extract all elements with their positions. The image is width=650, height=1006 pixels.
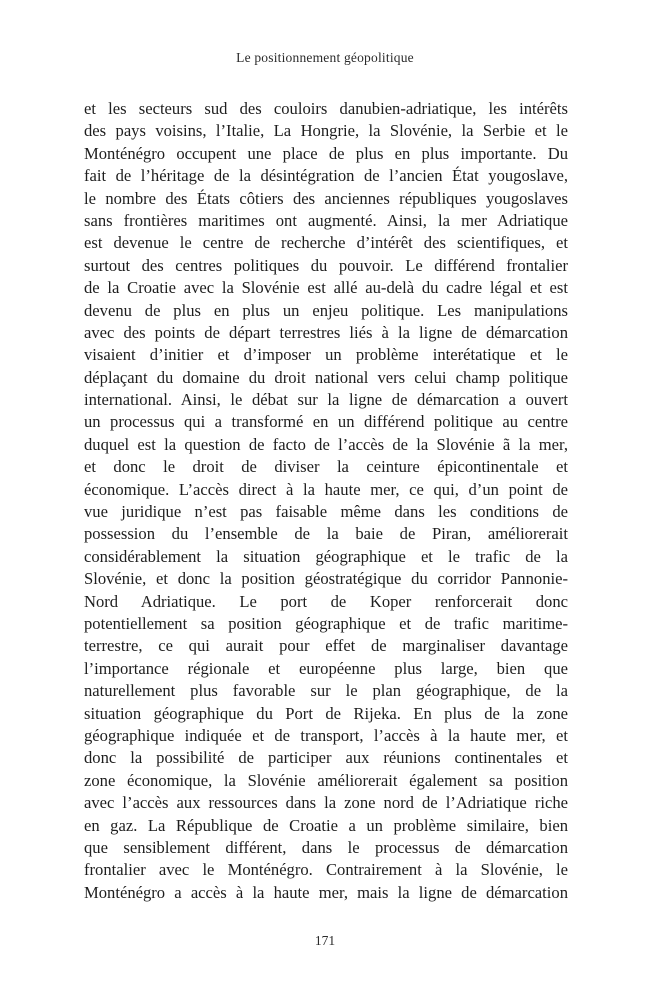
- text-line: Monténégro occupent une place de plus en plus importante. Du: [84, 143, 568, 163]
- text-line: Slovénie, et donc la position géostratégique du corridor Pannonie-: [84, 569, 568, 589]
- text-line: considérablement la situation géographique et le trafic de la: [84, 546, 568, 566]
- text-line: international. Ainsi, le débat sur la ligne de démarcation a ouvert: [84, 390, 568, 410]
- text-line: zone économique, la Slovénie améliorerait également sa position: [84, 770, 568, 790]
- text-line: visaient d’initier et d’imposer un problème interétatique et le: [84, 345, 568, 365]
- text-line: avec l’accès aux ressources dans la zone nord de l’Adriatique riche: [84, 793, 568, 813]
- text-line: duquel est la question de facto de l’accès de la Slovénie ã la mer,: [84, 434, 568, 454]
- text-line: donc la possibilité de participer aux réunions continentales et: [84, 748, 568, 768]
- text-line: de la Croatie avec la Slovénie est allé au-delà du cadre légal et est: [84, 278, 568, 298]
- text-line: terrestre, ce qui aurait pour effet de marginaliser davantage: [84, 636, 568, 656]
- text-line: fait de l’héritage de la désintégration de l’ancien État yougoslave,: [84, 166, 568, 186]
- text-line: le nombre des États côtiers des anciennes républiques yougoslaves: [84, 188, 568, 208]
- text-line: potentiellement sa position géographique et de trafic maritime-: [84, 613, 568, 633]
- text-line: des pays voisins, l’Italie, La Hongrie, la Slovénie, la Serbie et le: [84, 121, 568, 141]
- text-line: l’importance régionale et européenne plus large, bien que: [84, 658, 568, 678]
- text-line: frontalier avec le Monténégro. Contrairement à la Slovénie, le: [84, 860, 568, 880]
- text-line: surtout des centres politiques du pouvoir. Le différend frontalier: [84, 255, 568, 275]
- text-line: un processus qui a transformé en un différend politique au centre: [84, 412, 568, 432]
- running-head: Le positionnement géopolitique: [236, 50, 414, 65]
- text-line: sans frontières maritimes ont augmenté. Ainsi, la mer Adriatique: [84, 210, 568, 230]
- text-line: économique. L’accès direct à la haute mer, ce qui, d’un point de: [84, 479, 568, 499]
- text-line: Nord Adriatique. Le port de Koper renforcerait donc: [84, 591, 568, 611]
- text-line: que sensiblement différent, dans le processus de démarcation: [84, 837, 568, 857]
- page-number: 171: [314, 933, 336, 948]
- body-paragraph: [84, 98, 568, 904]
- text-line: et les secteurs sud des couloirs danubien-adriatique, les intérêts: [84, 99, 568, 118]
- text-line: en gaz. La République de Croatie a un problème similaire, bien: [84, 815, 568, 835]
- text-line: situation géographique du Port de Rijeka. En plus de la zone: [84, 703, 568, 723]
- text-line: déplaçant du domaine du droit national vers celui champ politique: [84, 367, 568, 387]
- text-line: est devenue le centre de recherche d’intérêt des scientifiques, et: [84, 233, 568, 253]
- text-line: géographique indiquée et de transport, l’accès à la haute mer, et: [84, 725, 568, 745]
- text-line: Monténégro a accès à la haute mer, mais la ligne de démarcation: [84, 882, 568, 902]
- text-line: vue juridique n’est pas faisable même dans les conditions de: [84, 502, 568, 522]
- text-line: possession du l’ensemble de la baie de Piran, améliorerait: [84, 524, 568, 544]
- text-line: avec des points de départ terrestres liés à la ligne de démarcation: [84, 322, 568, 342]
- text-line: devenu de plus en plus un enjeu politique. Les manipulations: [84, 300, 568, 320]
- text-line: et donc le droit de diviser la ceinture épicontinentale et: [84, 457, 568, 477]
- text-line: naturellement plus favorable sur le plan géographique, de la: [84, 681, 568, 701]
